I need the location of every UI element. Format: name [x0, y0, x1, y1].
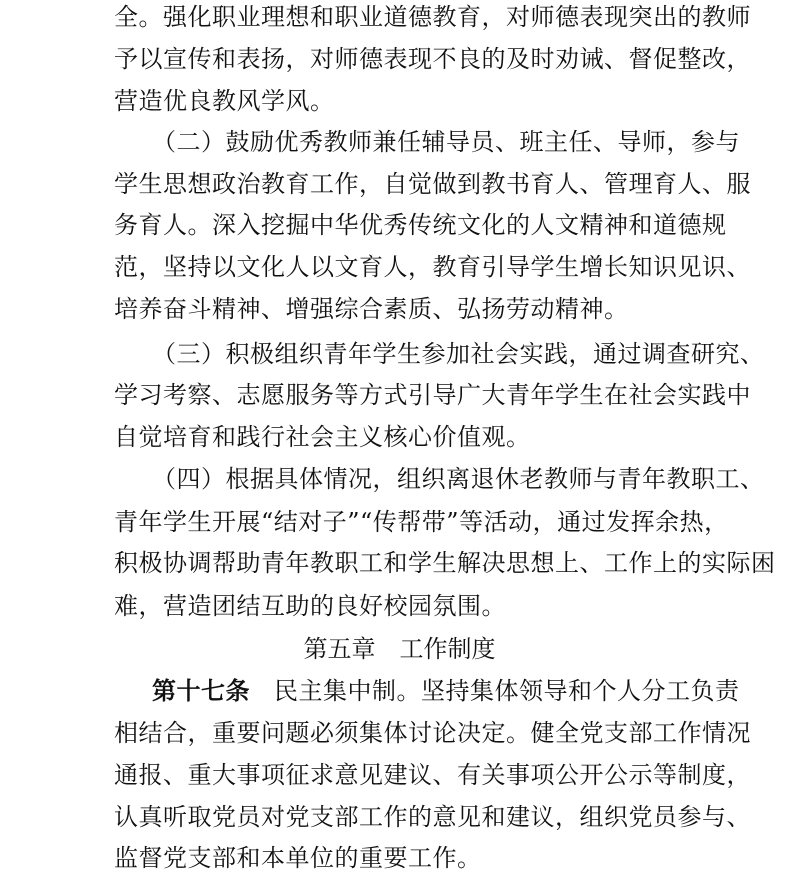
article-line: [152, 671, 740, 711]
text-line: （四）根据具体情况，组织离退休老教师与青年教职工、: [152, 465, 765, 493]
text-line: 营造优良教风学风。: [114, 87, 335, 115]
text-line: 青年学生开展“结对子”“传帮带”等活动，通过发挥余热，: [114, 508, 729, 536]
text-line: 学生思想政治教育工作，自觉做到教书育人、管理育人、服: [114, 170, 751, 198]
text-line: 相结合，重要问题必须集体讨论决定。健全党支部工作情况: [114, 719, 751, 747]
text-line: 监督党支部和本单位的重要工作。: [114, 844, 482, 872]
text-line: 学习考察、志愿服务等方式引导广大青年学生在社会实践中: [114, 381, 751, 409]
text-line: 全。强化职业理想和职业道德教育，对师德表现突出的教师: [114, 3, 751, 31]
article-label: 第十七条: [152, 676, 250, 705]
text-line: （三）积极组织青年学生参加社会实践，通过调查研究、: [152, 340, 765, 368]
text-line: 难，营造团结互助的良好校园氛围。: [114, 592, 506, 620]
text-line: 积极协调帮助青年教职工和学生解决思想上、工作上的实际困: [114, 549, 776, 577]
text-line: 自觉培育和践行社会主义核心价值观。: [114, 423, 531, 451]
text-line: 范，坚持以文化人以文育人，教育引导学生增长知识见识、: [114, 253, 751, 281]
text-line: 培养奋斗精神、增强综合素质、弘扬劳动精神。: [114, 295, 629, 323]
text-line: 务育人。深入挖掘中华优秀传统文化的人文精神和道德规: [114, 211, 727, 239]
text-line: 予以宣传和表扬，对师德表现不良的及时劝诫、督促整改，: [114, 45, 751, 73]
article-text: 民主集中制。坚持集体领导和个人分工负责: [274, 677, 740, 705]
chapter-heading: 第五章 工作制度: [303, 635, 496, 663]
text-line: （二）鼓励优秀教师兼任辅导员、班主任、导师，参与: [152, 128, 740, 156]
text-line: 通报、重大事项征求意见建议、有关事项公开公示等制度，: [114, 761, 751, 789]
text-line: 认真听取党员对党支部工作的意见和建议，组织党员参与、: [114, 803, 751, 831]
